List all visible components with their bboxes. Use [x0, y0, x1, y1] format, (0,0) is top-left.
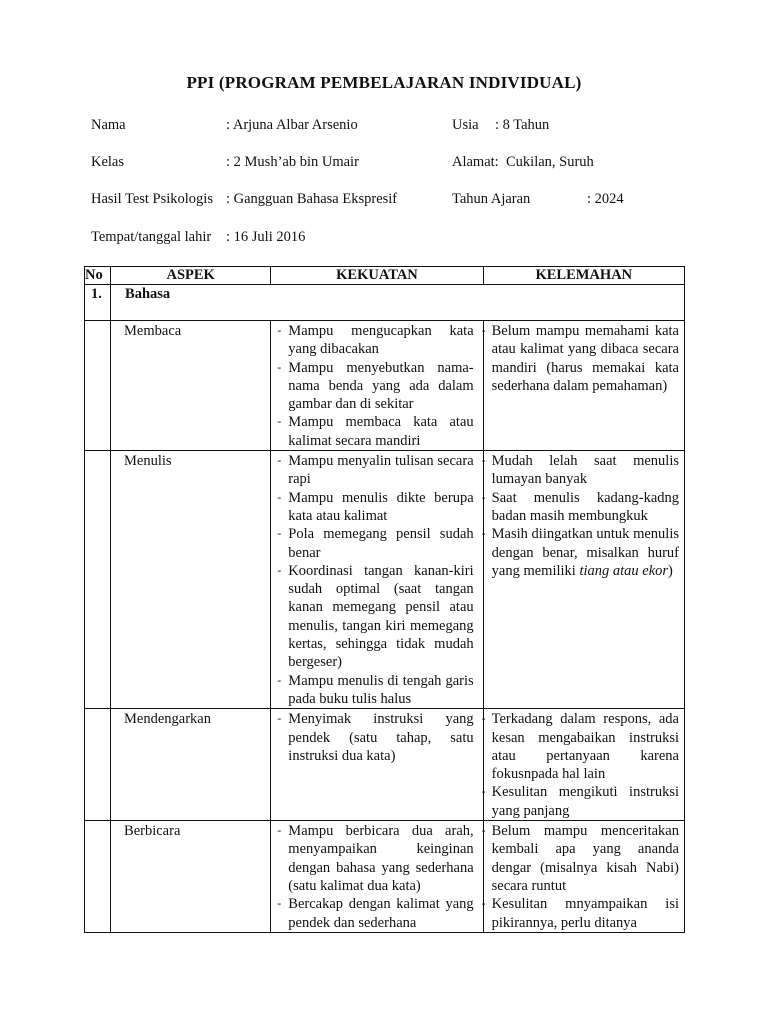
kekuatan-item: - Mampu menulis dikte berupa kata atau kalimat: [277, 489, 473, 526]
kekuatan-item: - Mampu menyalin tulisan secara rapi: [277, 452, 473, 489]
kekuatan-item: - Mampu mengucapkan kata yang dibacakan: [277, 322, 473, 359]
aspek-mendengarkan: Mendengarkan: [111, 709, 271, 821]
kekuatan-item: - Koordinasi tangan kanan-kiri sudah optimal (saat tangan kanan memegang pensil atau menulis, tangan kiri memegang kertas, sehingga tidak mudah bergeser): [277, 562, 473, 672]
kelemahan-item: - Kesulitan mnyampaikan isi pikirannya, perlu ditanya: [484, 895, 679, 932]
kekuatan-item: - Menyimak instruksi yang pendek (satu tahap, satu instruksi dua kata): [277, 710, 473, 765]
ppi-table: [84, 266, 685, 933]
table-row: [85, 821, 685, 933]
aspek-berbicara: Berbicara: [111, 821, 271, 933]
kelemahan-item: - Kesulitan mengikuti instruksi yang panjang: [484, 783, 679, 820]
section-number: 1.: [85, 285, 111, 321]
table-row: [85, 709, 685, 821]
kekuatan-cell: [271, 709, 483, 821]
kekuatan-cell: [271, 821, 483, 933]
kekuatan-item: - Mampu berbicara dua arah, menyampaikan keinginan dengan bahasa yang sederhana (satu kalimat dua kata): [277, 822, 473, 895]
kekuatan-cell: [271, 451, 483, 709]
alamat-value: Cukilan, Suruh: [506, 154, 594, 170]
kelemahan-item: - Belum mampu menceritakan kembali apa yang ananda dengar (misalnya kisah Nabi) secara runtut: [484, 822, 679, 895]
kelemahan-italic-text: tiang atau ekor: [579, 562, 669, 579]
tahun-ajaran-label: Tahun Ajaran: [452, 191, 531, 207]
usia-label: Usia: [452, 117, 479, 133]
kelemahan-cell: [483, 709, 684, 821]
header-kelemahan: KELEMAHAN: [483, 267, 684, 285]
nama-value: : Arjuna Albar Arsenio: [226, 117, 358, 133]
kelemahan-item: - Terkadang dalam respons, ada kesan mengabaikan instruksi atau pertanyaan karena fokusnpada hal lain: [484, 710, 679, 783]
hasil-test-label: Hasil Test Psikologis: [91, 191, 213, 207]
kekuatan-item: - Bercakap dengan kalimat yang pendek dan sederhana: [277, 895, 473, 932]
header-kekuatan: KEKUATAN: [271, 267, 483, 285]
aspek-membaca: Membaca: [111, 321, 271, 451]
header-aspek: ASPEK: [111, 267, 271, 285]
kelemahan-text-end: ): [668, 562, 673, 579]
section-row: [85, 285, 685, 321]
kelemahan-text: Masih diingatkan untuk menulis dengan benar, misalkan huruf yang memiliki: [491, 526, 679, 579]
table-row: [85, 451, 685, 709]
usia-value: : 8 Tahun: [495, 117, 550, 133]
kelemahan-item: - Saat menulis kadang-kadng badan masih membungkuk: [484, 489, 679, 526]
kelas-label: Kelas: [91, 154, 125, 170]
section-name: Bahasa: [111, 285, 685, 321]
alamat-label: Alamat:: [452, 154, 499, 170]
ttl-label: Tempat/tanggal lahir: [91, 229, 212, 245]
kelas-value: : 2 Mush’ab bin Umair: [226, 154, 359, 170]
kelemahan-cell: [483, 821, 684, 933]
kekuatan-cell: [271, 321, 483, 451]
table-header-row: [85, 267, 685, 285]
document-title: PPI (PROGRAM PEMBELAJARAN INDIVIDUAL): [186, 73, 582, 92]
aspek-menulis: Menulis: [111, 451, 271, 709]
kelemahan-item: [484, 525, 679, 580]
kekuatan-item: - Mampu menulis di tengah garis pada buku tulis halus: [277, 672, 473, 709]
nama-label: Nama: [91, 117, 126, 133]
tahun-ajaran-value: : 2024: [587, 191, 624, 207]
row-no-cell: [85, 709, 111, 821]
ttl-value: : 16 Juli 2016: [226, 229, 306, 245]
kelemahan-cell: [483, 451, 684, 709]
kekuatan-item: - Pola memegang pensil sudah benar: [277, 525, 473, 562]
kelemahan-item: - Mudah lelah saat menulis lumayan banyak: [484, 452, 679, 489]
row-no-cell: [85, 451, 111, 709]
kekuatan-item: - Mampu membaca kata atau kalimat secara mandiri: [277, 413, 473, 450]
row-no-cell: [85, 321, 111, 451]
kelemahan-item: - Belum mampu memahami kata atau kalimat yang dibaca secara mandiri (harus memakai kata sederhana dalam pemahaman): [484, 322, 679, 395]
hasil-test-value: : Gangguan Bahasa Ekspresif: [226, 191, 398, 207]
kelemahan-cell: [483, 321, 684, 451]
row-no-cell: [85, 821, 111, 933]
header-no: No: [85, 267, 111, 285]
table-row: [85, 321, 685, 451]
kekuatan-item: - Mampu menyebutkan nama-nama benda yang ada dalam gambar dan di sekitar: [277, 359, 473, 414]
